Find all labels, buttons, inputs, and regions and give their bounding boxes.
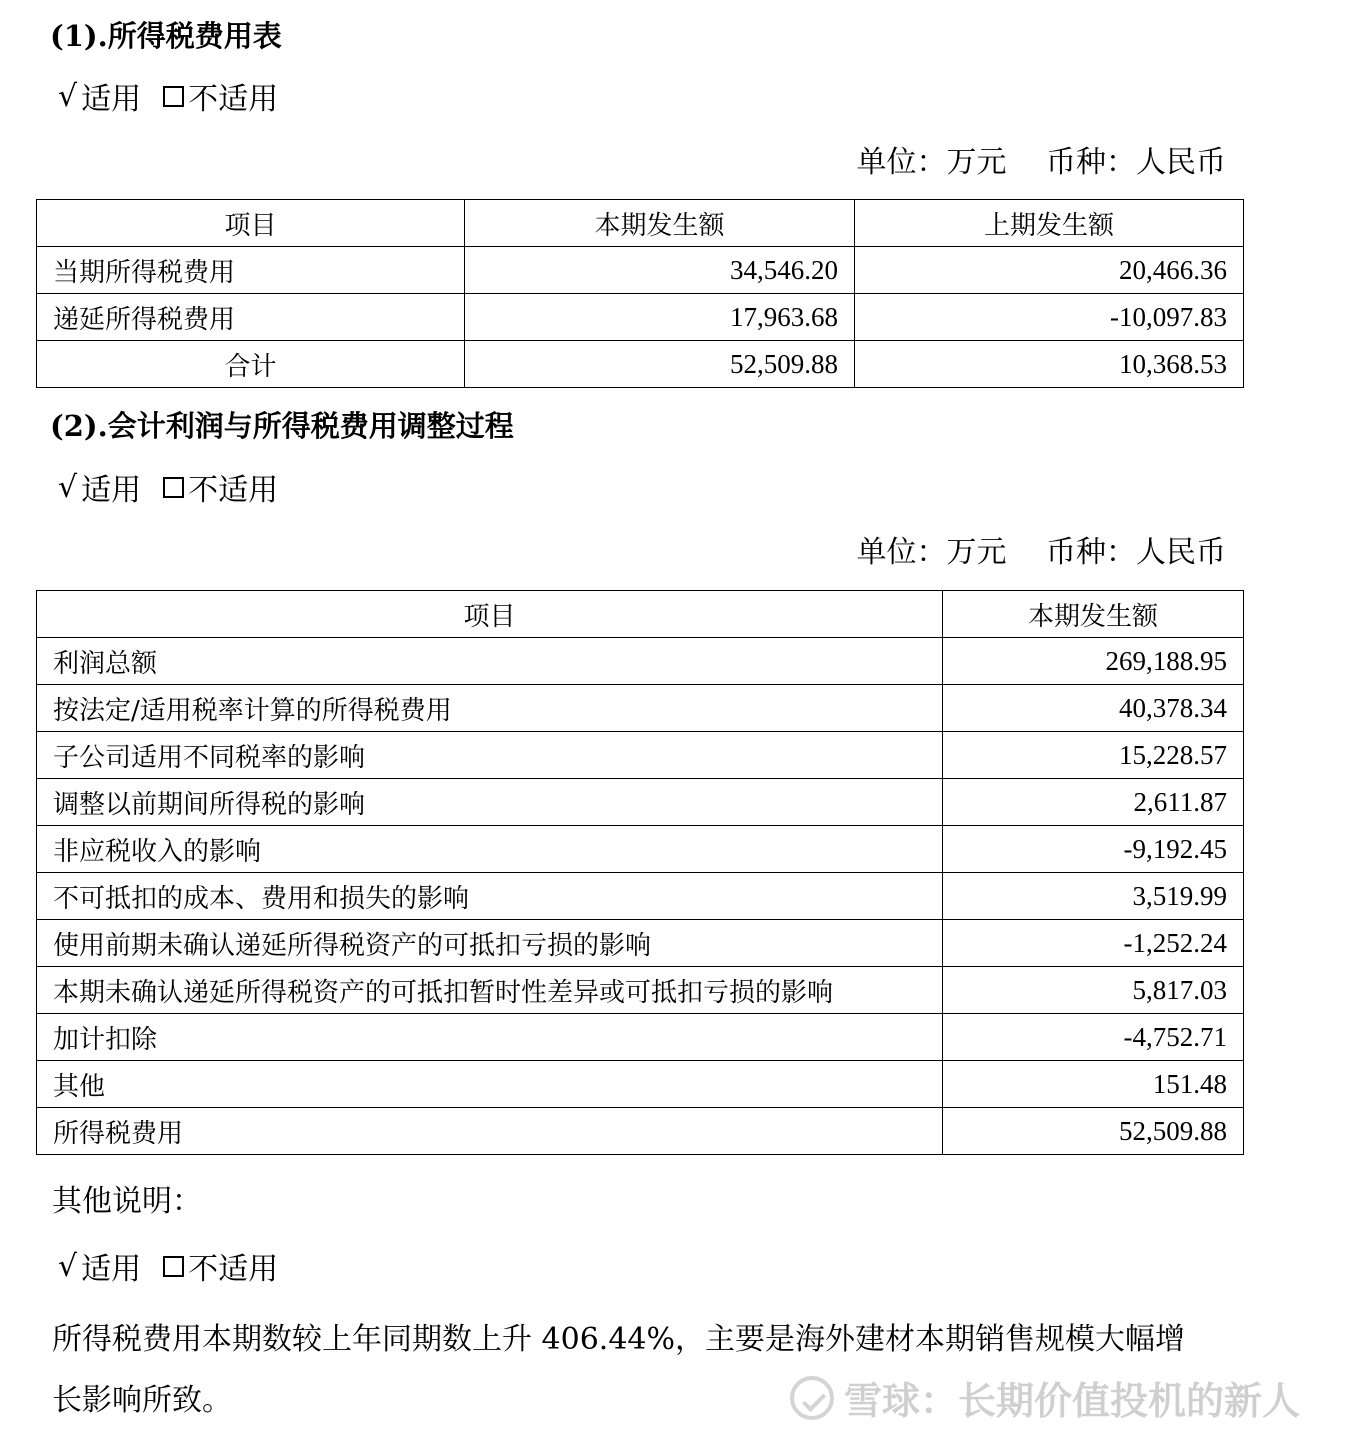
previous-value: 10,368.53 (855, 341, 1244, 388)
current-value: 151.48 (943, 1061, 1244, 1108)
row-label: 当期所得税费用 (37, 247, 465, 294)
current-value: -1,252.24 (943, 920, 1244, 967)
table-header-row (37, 200, 1244, 247)
section2-unit: 单位：万元 币种：人民币 (856, 535, 1226, 570)
current-value: -4,752.71 (943, 1014, 1244, 1061)
applicable-label: 适用 (81, 82, 142, 117)
current-value: 3,519.99 (943, 873, 1244, 920)
row-label: 使用前期未确认递延所得税资产的可抵扣亏损的影响 (37, 920, 943, 967)
table-row (37, 341, 1244, 388)
section2-heading: (2).会计利润与所得税费用调整过程 (50, 409, 514, 443)
section2-applicability (58, 465, 278, 509)
tax-reconciliation-table (36, 590, 1244, 1155)
table-row (37, 685, 1244, 732)
column-header: 本期发生额 (465, 200, 855, 247)
current-value: 52,509.88 (943, 1108, 1244, 1155)
table-header-row (37, 591, 1244, 638)
row-label: 加计扣除 (37, 1014, 943, 1061)
current-value: 52,509.88 (465, 341, 855, 388)
row-label: 按法定/适用税率计算的所得税费用 (37, 685, 943, 732)
explanation-line-2: 长影响所致。 (52, 1383, 232, 1418)
not-applicable-label: 不适用 (188, 473, 279, 508)
section1-unit: 单位：万元 币种：人民币 (856, 145, 1226, 180)
current-value: 17,963.68 (465, 294, 855, 341)
table-row (37, 873, 1244, 920)
row-label: 不可抵扣的成本、费用和损失的影响 (37, 873, 943, 920)
check-mark-icon: √ (58, 78, 78, 114)
section1-heading: (1).所得税费用表 (50, 19, 282, 53)
row-label: 合计 (37, 341, 465, 388)
current-value: 34,546.20 (465, 247, 855, 294)
table-row (37, 967, 1244, 1014)
explanation-line-1: 所得税费用本期数较上年同期数上升 406.44%，主要是海外建材本期销售规模大幅增 (52, 1322, 1186, 1357)
check-mark-icon: √ (58, 1248, 78, 1284)
row-label: 本期未确认递延所得税资产的可抵扣暂时性差异或可抵扣亏损的影响 (37, 967, 943, 1014)
watermark (790, 1370, 1300, 1425)
applicable-label: 适用 (81, 1252, 142, 1287)
current-value: 15,228.57 (943, 732, 1244, 779)
column-header: 本期发生额 (943, 591, 1244, 638)
table-row (37, 638, 1244, 685)
table-row (37, 1108, 1244, 1155)
row-label: 调整以前期间所得税的影响 (37, 779, 943, 826)
section1-applicability (58, 74, 278, 118)
table-row (37, 1014, 1244, 1061)
table-row (37, 294, 1244, 341)
other-notes-label: 其他说明： (52, 1184, 202, 1219)
table-row (37, 732, 1244, 779)
table-row (37, 920, 1244, 967)
income-tax-expense-table (36, 199, 1244, 388)
previous-value: 20,466.36 (855, 247, 1244, 294)
snowball-logo-icon (790, 1376, 834, 1420)
table-row (37, 779, 1244, 826)
check-mark-icon: √ (58, 469, 78, 505)
empty-checkbox-icon (163, 477, 184, 498)
current-value: 2,611.87 (943, 779, 1244, 826)
previous-value: -10,097.83 (855, 294, 1244, 341)
row-label: 递延所得税费用 (37, 294, 465, 341)
empty-checkbox-icon (163, 86, 184, 107)
row-label: 其他 (37, 1061, 943, 1108)
empty-checkbox-icon (163, 1256, 184, 1277)
table-row (37, 826, 1244, 873)
current-value: 40,378.34 (943, 685, 1244, 732)
not-applicable-label: 不适用 (188, 1252, 279, 1287)
table-row (37, 247, 1244, 294)
watermark-text: 雪球：长期价值投机的新人 (844, 1379, 1301, 1423)
column-header: 项目 (37, 591, 943, 638)
applicable-label: 适用 (81, 473, 142, 508)
row-label: 利润总额 (37, 638, 943, 685)
row-label: 子公司适用不同税率的影响 (37, 732, 943, 779)
row-label: 所得税费用 (37, 1108, 943, 1155)
current-value: -9,192.45 (943, 826, 1244, 873)
column-header: 项目 (37, 200, 465, 247)
table-row (37, 1061, 1244, 1108)
current-value: 269,188.95 (943, 638, 1244, 685)
not-applicable-label: 不适用 (188, 82, 279, 117)
other-applicability (58, 1244, 278, 1288)
column-header: 上期发生额 (855, 200, 1244, 247)
current-value: 5,817.03 (943, 967, 1244, 1014)
row-label: 非应税收入的影响 (37, 826, 943, 873)
